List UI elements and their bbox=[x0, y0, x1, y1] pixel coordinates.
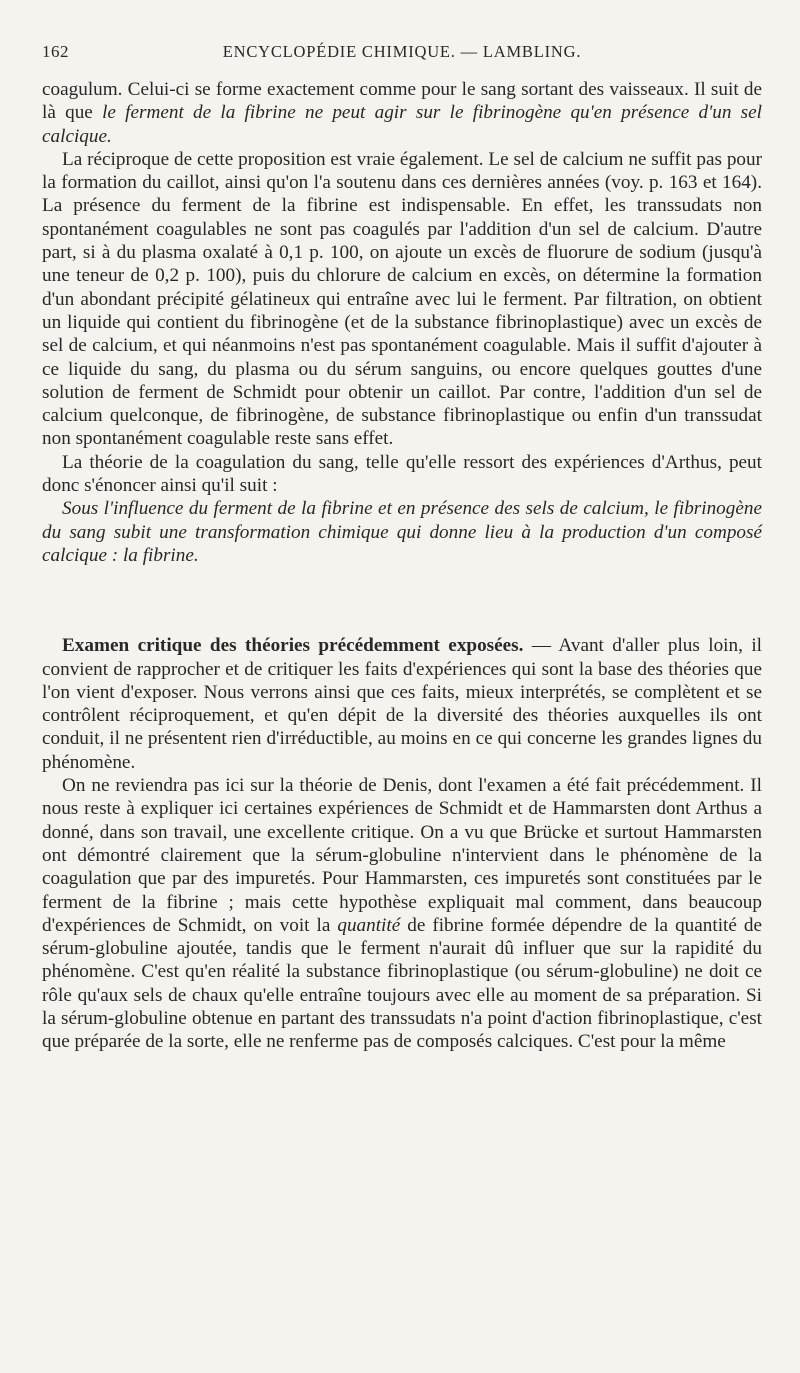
paragraph-reciproque: La réciproque de cette proposition est vraie également. Le sel de calcium ne suffit pas pour la formation du caillot, ainsi qu'on l'a soutenu dans ces dernières années (voy. p. 163 et 164). La présence du ferment de la fibrine est indispensable. En effet, les transsudats non spontanément coagulables ne sont pas coagulés par l'addition d'un sel de calcium. D'autre part, si à du plasma oxalaté à 0,1 p. 100, on ajoute un excès de fluorure de sodium (jusqu'à une teneur de 0,2 p. 100), puis du chlorure de calcium en excès, on détermine la formation d'un abondant précipité gélatineux qui entraîne avec lui le ferment. Par filtration, on obtient un liquide qui contient du fibrinogène (et de la substance fibrinoplastique) avec un excès de sel de calcium, et qui néanmoins n'est pas spontanément coagulable. Mais il suffit d'ajouter à ce liquide du sang, du plasma ou du sérum sanguins, ou encore quelques gouttes d'une solution de ferment de Schmidt pour obtenir un caillot. Par contre, l'addition d'un sel de calcium quelconque, de fibrinogène, de substance fibrinoplastique ou enfin d'un transsudat non spontanément coagulable reste sans effet. bbox=[42, 148, 762, 450]
paragraph-conclusion bbox=[42, 497, 762, 567]
paragraph-denis bbox=[42, 774, 762, 1054]
paragraph-coagulum-text: coagulum. Celui-ci se forme exactement comme pour le sang sortant des vaisseaux. Il suit de là que bbox=[42, 79, 762, 124]
running-header bbox=[42, 28, 762, 61]
paragraph-coagulum-italic: le ferment de la fibrine ne peut agir sur le fibrinogène qu'en présence d'un sel calcique. bbox=[42, 102, 762, 147]
paragraph-coagulum bbox=[42, 78, 762, 148]
page-number: 162 bbox=[42, 42, 69, 61]
body-text bbox=[42, 78, 762, 1054]
paragraph-denis-text-2: de fibrine formée dépendre de la quantité de sérum-globuline ajoutée, tandis que le ferment n'aurait dû influer que sur la rapidité du phénomène. C'est qu'en réalité la substance fibrinoplastique (ou sérum-globuline) ne doit ce rôle qu'aux sels de chaux qu'elle entraîne toujours avec elle au moment de sa préparation. Si la sérum-globuline obtenue en partant des transsudats n'a point d'action fibrinoplastique, c'est que préparée de la sorte, elle ne renferme pas de composés calciques. C'est pour la même bbox=[42, 914, 762, 1053]
paragraph-conclusion-italic: Sous l'influence du ferment de la fibrine et en présence des sels de calcium, le fibrinogène du sang subit une transformation chimique qui donne lieu à la production d'un composé calcique : la fibrine. bbox=[42, 498, 762, 566]
section-heading: Examen critique des théories précédemment exposées. bbox=[62, 635, 524, 657]
paragraph-examen bbox=[42, 634, 762, 774]
running-title: ENCYCLOPÉDIE CHIMIQUE. — LAMBLING. bbox=[222, 42, 582, 61]
paragraph-denis-text-1: On ne reviendra pas ici sur la théorie de Denis, dont l'examen a été fait précédemment. Il nous reste à expliquer ici certaines expériences de Schmidt et de Hammarsten dont Arthus a donné, dans son travail, une excellente critique. On a vu que Brücke et surtout Hammarsten ont démontré clairement que la sérum-globuline n'intervient dans le phénomène de la coagulation que par des impuretés. Pour Hammarsten, ces impuretés sont constituées par le ferment de la fibrine ; mais cette hypothèse expliquait mal comment, dans beaucoup d'expériences de Schmidt, on voit la bbox=[42, 775, 762, 936]
section-gap bbox=[42, 567, 762, 634]
paragraph-examen-text: — Avant d'aller plus loin, il convient de rapprocher et de critiquer les faits d'expériences qui sont la base des théories que l'on vient d'exposer. Nous verrons ainsi que ces faits, mieux interprétés, se complètent et se contrôlent réciproquement, et qu'en dépit de la diversité des théories auxquelles ils ont conduit, il ne présentent rien d'irréductible, au moins en ce qui concerne les grandes lignes du phénomène. bbox=[42, 635, 762, 773]
paragraph-denis-italic: quantité bbox=[337, 914, 401, 936]
paragraph-theorie: La théorie de la coagulation du sang, telle qu'elle ressort des expériences d'Arthus, peut donc s'énoncer ainsi qu'il suit : bbox=[42, 451, 762, 497]
